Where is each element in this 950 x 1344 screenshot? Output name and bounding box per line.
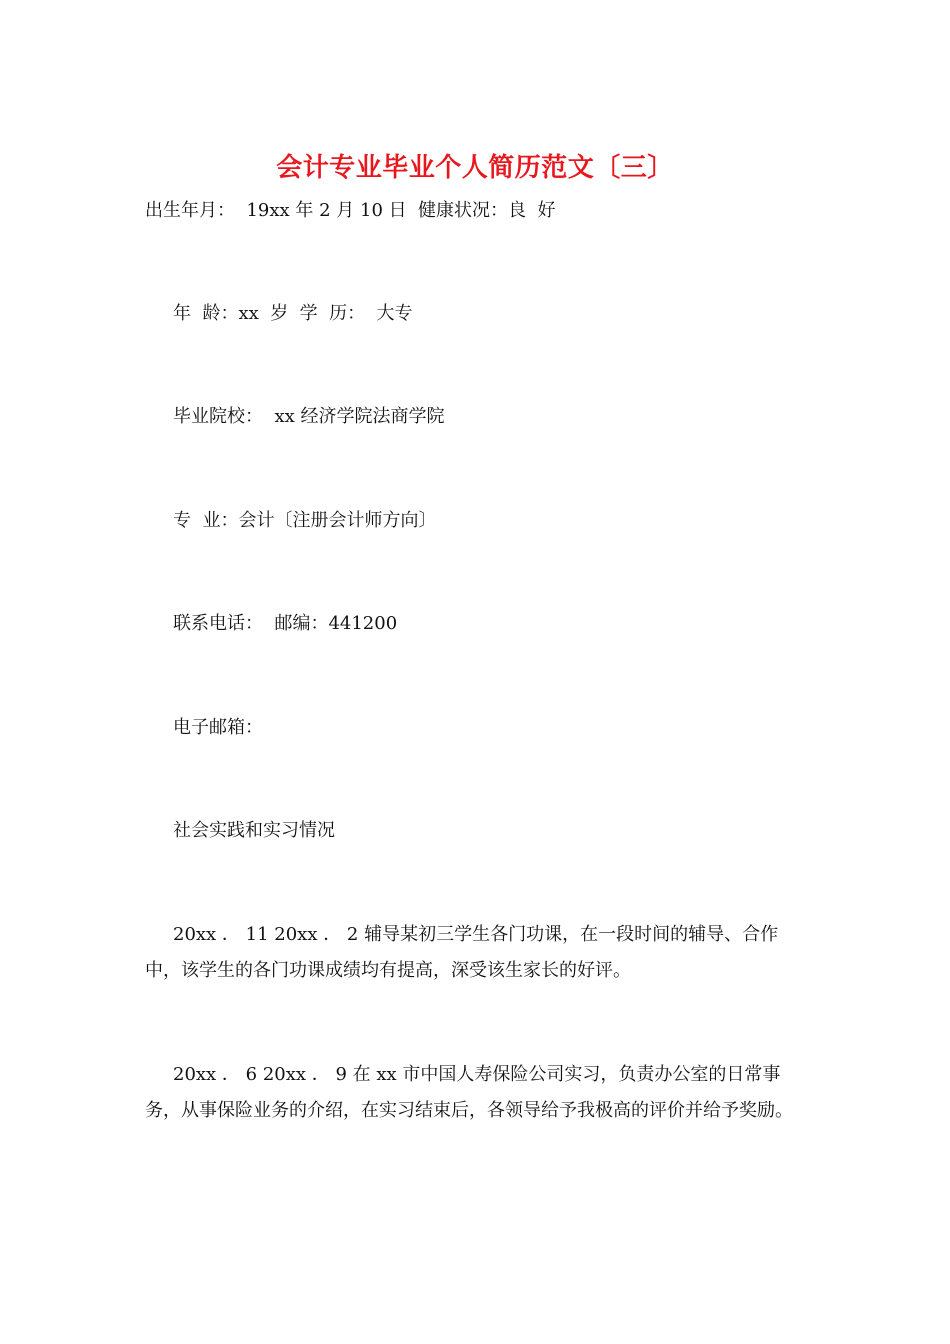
section-heading: 社会实践和实习情况 — [173, 820, 335, 841]
phone-postcode-line: 联系电话： 邮编：441200 — [173, 613, 398, 634]
birth-health-line: 出生年月： 19xx 年 2 月 10 日 健康状况：良 好 — [145, 200, 556, 221]
experience-paragraph-2: 20xx ． 6 20xx ． 9 在 xx 市中国人寿保险公司实习，负责办公室的日常事务，从事保险业务的介绍，在实习结束后，各领导给予我极高的评价并给予奖励。 — [145, 1064, 793, 1121]
major-line: 专 业：会计〔注册会计师方向〕 — [173, 510, 437, 531]
experience-paragraph-1: 20xx ． 11 20xx ． 2 辅导某初三学生各门功课，在一段时间的辅导、合作中，该学生的各门功课成绩均有提高，深受该生家长的好评。 — [145, 924, 779, 981]
school-line: 毕业院校： xx 经济学院法商学院 — [173, 406, 445, 427]
age-education-line: 年 龄：xx 岁 学 历： 大专 — [173, 303, 413, 324]
page-title: 会计专业毕业个人简历范文〔三〕 — [276, 153, 674, 183]
email-line: 电子邮箱： — [173, 717, 263, 738]
